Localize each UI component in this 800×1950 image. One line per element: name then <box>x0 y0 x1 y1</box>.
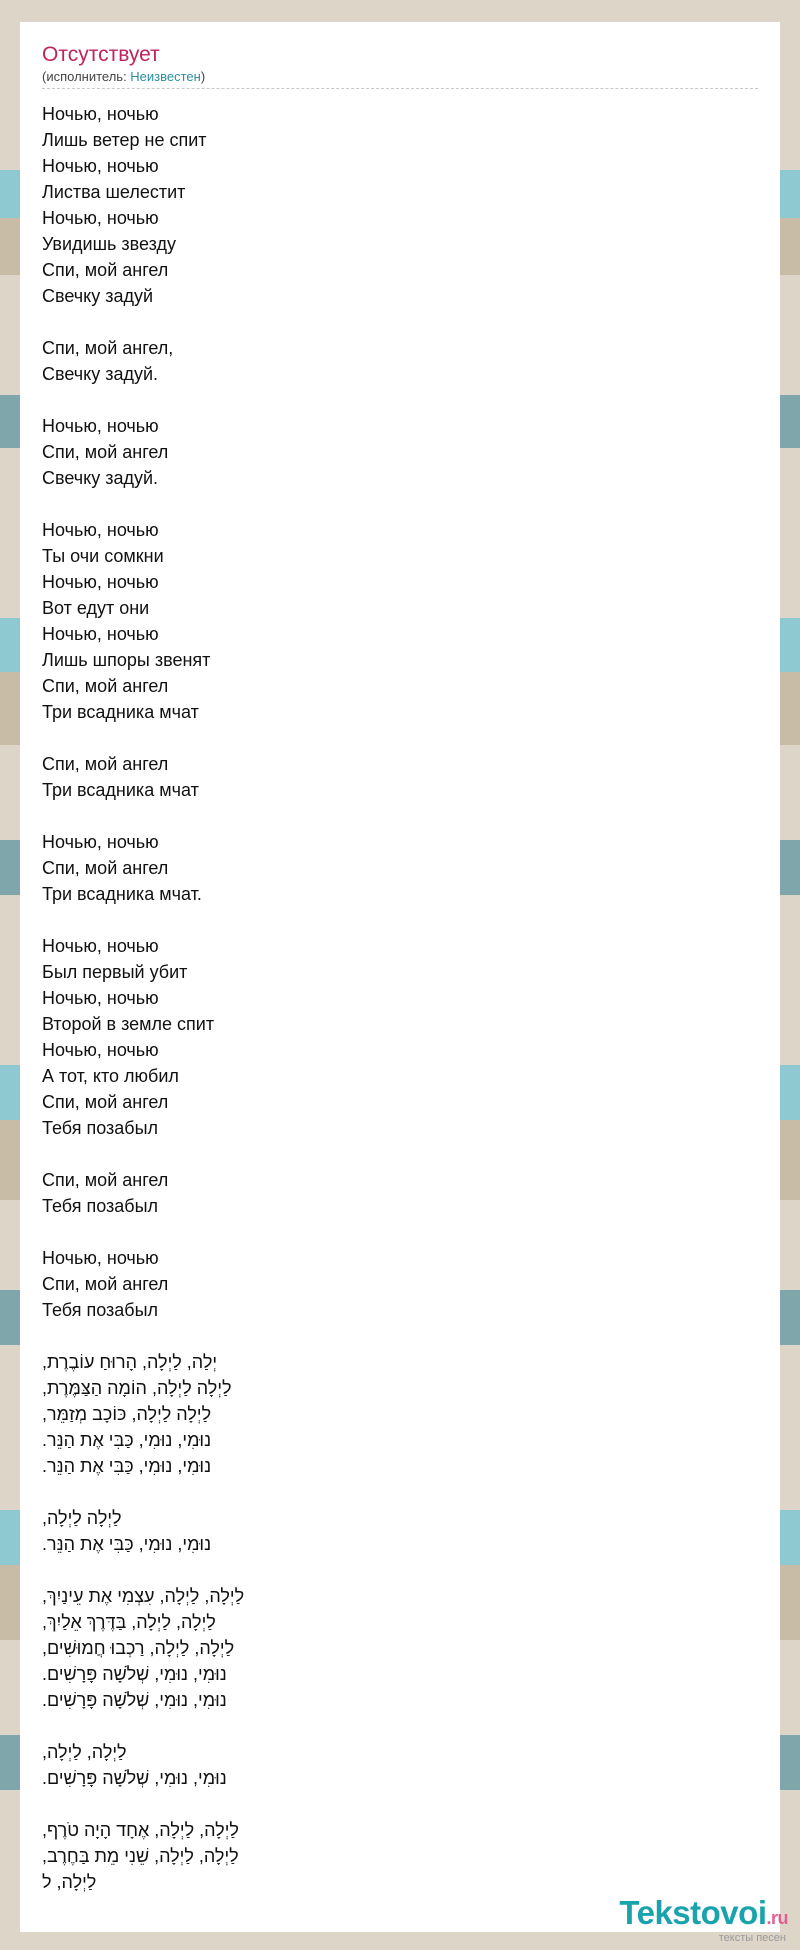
lyrics-line: לַיְלָה, לַיְלָה, בַּדֶּרֶךְ אֵלַיִךְ, <box>42 1612 216 1632</box>
lyrics-line: לַיְלָה, לַיְלָה, <box>42 1742 127 1762</box>
lyrics-line: Листва шелестит <box>42 182 186 202</box>
lyrics-line: לַיְלָה, לַיְלָה, אֶחָד הָיָה טֹרֶף, <box>42 1820 239 1840</box>
logo-tld: .ru <box>766 1908 788 1928</box>
lyrics-line: Ночью, ночью <box>42 416 159 436</box>
lyrics-blank-line <box>42 309 758 335</box>
lyrics-line: Ночью, ночью <box>42 936 159 956</box>
artist-line <box>42 68 758 89</box>
lyrics-line: לַיְלָה, לַיְלָה, עִצְמִי אֶת עֵינַיִךְ, <box>42 1586 245 1606</box>
lyrics-line: Второй в земле спит <box>42 1014 215 1034</box>
lyrics-line: Спи, мой ангел <box>42 754 169 774</box>
lyrics-line: Ночью, ночью <box>42 988 159 1008</box>
lyrics-line: Спи, мой ангел <box>42 1092 169 1112</box>
lyrics-line: נוּמִי, נוּמִי, שְׁלֹשָׁה פָּרָשִׁים. <box>42 1768 227 1788</box>
lyrics-line: Три всадника мчат. <box>42 884 202 904</box>
lyrics-line: לַיְלָה לַיְלָה, הוֹמָה הַצַּמֶּרֶת, <box>42 1378 232 1398</box>
lyrics-line: Три всадника мчат <box>42 702 199 722</box>
lyrics-line: לַיְלָה לַיְלָה, <box>42 1508 122 1528</box>
lyrics-line: Ночью, ночью <box>42 520 159 540</box>
lyrics-blank-line <box>42 725 758 751</box>
lyrics-blank-line <box>42 1791 758 1817</box>
lyrics-line: נוּמִי, נוּמִי, כַּבִּי אֶת הַנֵּר. <box>42 1430 212 1450</box>
lyrics-blank-line <box>42 1479 758 1505</box>
lyrics-blank-line <box>42 387 758 413</box>
lyrics-line: Был первый убит <box>42 962 188 982</box>
lyrics-line: Спи, мой ангел <box>42 858 169 878</box>
lyrics-line: Спи, мой ангел <box>42 260 169 280</box>
lyrics-line: נוּמִי, נוּמִי, כַּבִּי אֶת הַנֵּר. <box>42 1534 212 1554</box>
site-logo[interactable] <box>619 1896 788 1944</box>
lyrics-blank-line <box>42 803 758 829</box>
lyrics-line: Увидишь звезду <box>42 234 177 254</box>
song-title: Отсутствует <box>42 43 160 66</box>
lyrics-line: Ночью, ночью <box>42 1248 159 1268</box>
lyrics-line: Ты очи сомкни <box>42 546 164 566</box>
logo-tagline: тексты песен <box>718 1932 786 1944</box>
lyrics-line: Спи, мой ангел <box>42 1170 169 1190</box>
lyrics-blank-line <box>42 1713 758 1739</box>
lyrics-line: Спи, мой ангел <box>42 676 169 696</box>
logo-text: Tekstovoi <box>619 1894 767 1931</box>
lyrics-line: Свечку задуй. <box>42 468 159 488</box>
lyrics-line: Ночью, ночью <box>42 156 159 176</box>
lyrics-blank-line <box>42 1557 758 1583</box>
lyrics-line: Тебя позабыл <box>42 1118 159 1138</box>
lyrics-line: Спи, мой ангел <box>42 442 169 462</box>
lyrics-blank-line <box>42 1219 758 1245</box>
lyrics-blank-line <box>42 1141 758 1167</box>
lyrics-blank-line <box>42 491 758 517</box>
lyrics-line: Ночью, ночью <box>42 1040 159 1060</box>
lyrics-line: Ночью, ночью <box>42 572 159 592</box>
lyrics-line: לַיְלָה, לַיְלָה, שֵׁנִי מֵת בַּחֶרֶב, <box>42 1846 239 1866</box>
lyrics-line: Ночью, ночью <box>42 832 159 852</box>
lyrics-line: Вот едут они <box>42 598 150 618</box>
lyrics-line: נוּמִי, נוּמִי, שְׁלֹשָׁה פָּרָשִׁים. <box>42 1690 227 1710</box>
lyrics-line: לַיְלָה לַיְלָה, כּוֹכָב מְזַמֵּר, <box>42 1404 212 1424</box>
lyrics-text <box>42 101 758 1895</box>
artist-link[interactable]: Неизвестен <box>130 69 201 84</box>
lyrics-line: Лишь ветер не спит <box>42 130 207 150</box>
lyrics-line: נוּמִי, נוּמִי, שְׁלֹשָׁה פָּרָשִׁים. <box>42 1664 227 1684</box>
lyrics-line: Свечку задуй <box>42 286 154 306</box>
lyrics-line: Ночью, ночью <box>42 624 159 644</box>
lyrics-line: Спи, мой ангел <box>42 1274 169 1294</box>
lyrics-line: Три всадника мчат <box>42 780 199 800</box>
lyrics-line: Спи, мой ангел, <box>42 338 174 358</box>
lyrics-line: לַיְלָה, לַיְלָה, רַכְבוּ חֲמוּשִׁים, <box>42 1638 235 1658</box>
lyrics-line: יְלַה, לַיְלָה, הָרוּחַ עוֹבֶרֶת, <box>42 1352 218 1372</box>
lyrics-line: לַיְלָה, ל <box>42 1872 97 1892</box>
lyrics-line: А тот, кто любил <box>42 1066 179 1086</box>
lyrics-line: Тебя позабыл <box>42 1196 159 1216</box>
lyrics-blank-line <box>42 907 758 933</box>
lyrics-line: Ночью, ночью <box>42 208 159 228</box>
artist-suffix: ) <box>200 69 206 84</box>
lyrics-line: Ночью, ночью <box>42 104 159 124</box>
lyrics-card <box>20 22 780 1932</box>
lyrics-line: Лишь шпоры звенят <box>42 650 211 670</box>
lyrics-line: Свечку задуй. <box>42 364 159 384</box>
artist-prefix: (исполнитель: <box>42 69 131 84</box>
lyrics-line: Тебя позабыл <box>42 1300 159 1320</box>
lyrics-blank-line <box>42 1323 758 1349</box>
lyrics-line: נוּמִי, נוּמִי, כַּבִּי אֶת הַנֵּר. <box>42 1456 212 1476</box>
